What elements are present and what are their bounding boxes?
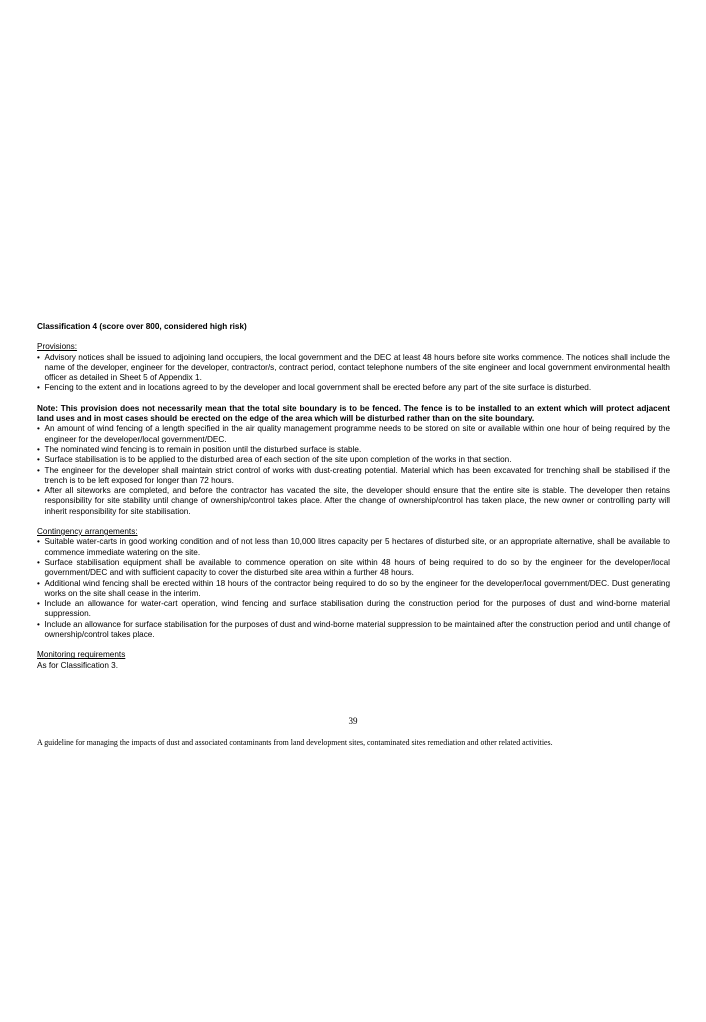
list-item-text: Include an allowance for surface stabilisation for the purposes of dust and wind-borne material suppression to be maintained after the construction period and until change of ownership/control takes place. — [44, 619, 670, 640]
bullet-icon: • — [37, 455, 40, 465]
list-item-text: Advisory notices shall be issued to adjoining land occupiers, the local government and the DEC at least 48 hours before site works commence. The notices shall include the name of the developer, engineer for the developer, contractor/s, contract period, contact telephone numbers of the site engineer and local government environmental health officer as detailed in Sheet 5 of Appendix 1. — [44, 352, 670, 383]
list-item — [37, 599, 670, 620]
provisions-section — [37, 342, 670, 393]
list-item — [37, 466, 670, 487]
list-item — [37, 424, 670, 445]
list-item — [37, 445, 670, 455]
bullet-icon: • — [37, 383, 40, 393]
classification-heading: Classification 4 (score over 800, considered high risk) — [37, 322, 247, 331]
bullet-icon: • — [37, 486, 40, 496]
bullet-icon: • — [37, 352, 40, 362]
list-item-text: After all siteworks are completed, and before the contractor has vacated the site, the developer should ensure that the entire site is stable. The developer then retains responsibility for site stability until change of ownership/control takes place. After the change of ownership/control has taken place, the new owner or controlling party will inherit responsibility for site stabilisation. — [44, 486, 670, 516]
bullet-icon: • — [37, 599, 40, 609]
list-item-text: Surface stabilisation is to be applied to the disturbed area of each section of the site upon completion of the works in that section. — [44, 455, 512, 465]
page-number: 39 — [348, 716, 358, 726]
contingency-title: Contingency arrangements: — [37, 527, 138, 537]
contingency-list — [37, 537, 670, 640]
bullet-icon: • — [37, 465, 40, 475]
provisions-title: Provisions: — [37, 342, 78, 352]
list-item-text: Include an allowance for water-cart operation, wind fencing and surface stabilisation during the construction period for the purposes of dust and wind-borne material suppression. — [44, 599, 670, 619]
list-item — [37, 455, 670, 465]
list-item — [37, 383, 670, 393]
note-section — [37, 404, 670, 517]
bullet-icon: • — [37, 557, 40, 567]
list-item-text: Surface stabilisation equipment shall be available to commence operation on site within 48 hours of being required to do so by the engineer for the developer/local government/DEC and with sufficient capacity to cover the disturbed site area within a further 48 hours. — [44, 557, 670, 578]
list-item — [37, 558, 670, 579]
list-item — [37, 579, 670, 600]
provisions-list — [37, 353, 670, 394]
monitoring-title: Monitoring requirements — [37, 650, 126, 660]
list-item — [37, 353, 670, 384]
monitoring-text: As for Classification 3. — [37, 660, 118, 670]
document-body — [37, 322, 670, 671]
monitoring-section — [37, 650, 670, 671]
contingency-section — [37, 527, 670, 640]
list-item-text: Additional wind fencing shall be erected within 18 hours of the contractor being required to do so by the engineer for the developer/local government/DEC. Dust generating works on the site shall cease in the interim. — [44, 578, 670, 598]
list-item — [37, 486, 670, 517]
note-text: Note: This provision does not necessarily mean that the total site boundary is to be fenced. The fence is to be installed to an extent which will protect adjacent land uses and in most cases should be erected on the edge of the area which will be disturbed rather than on the site boundary. — [37, 403, 670, 424]
page-footer: A guideline for managing the impacts of dust and associated contaminants from land development sites, contaminated sites remediation and other related activities. — [37, 738, 553, 747]
list-item — [37, 537, 670, 558]
list-item-text: The nominated wind fencing is to remain in position until the disturbed surface is stable. — [44, 444, 362, 454]
bullet-icon: • — [37, 578, 40, 588]
list-item-text: Fencing to the extent and in locations agreed to by the developer and local government shall be erected before any part of the site surface is disturbed. — [44, 383, 592, 393]
bullet-icon: • — [37, 444, 40, 454]
bullet-icon: • — [37, 619, 40, 629]
bullet-icon: • — [37, 424, 40, 434]
bullet-icon: • — [37, 537, 40, 547]
list-item — [37, 620, 670, 641]
note-list — [37, 424, 670, 517]
list-item-text: The engineer for the developer shall maintain strict control of works with dust-creating potential. Material which has been excavated for trenching shall be stabilised if the trench is to be left exposed for longer than 72 hours. — [44, 465, 670, 485]
list-item-text: Suitable water-carts in good working condition and of not less than 10,000 litres capacity per 5 hectares of disturbed site, or an appropriate alternative, shall be available to commence immediate watering on the site. — [44, 537, 670, 557]
list-item-text: An amount of wind fencing of a length specified in the air quality management programme needs to be stored on site or available within one hour of being required by the engineer for the developer/local government/DEC. — [44, 424, 670, 444]
